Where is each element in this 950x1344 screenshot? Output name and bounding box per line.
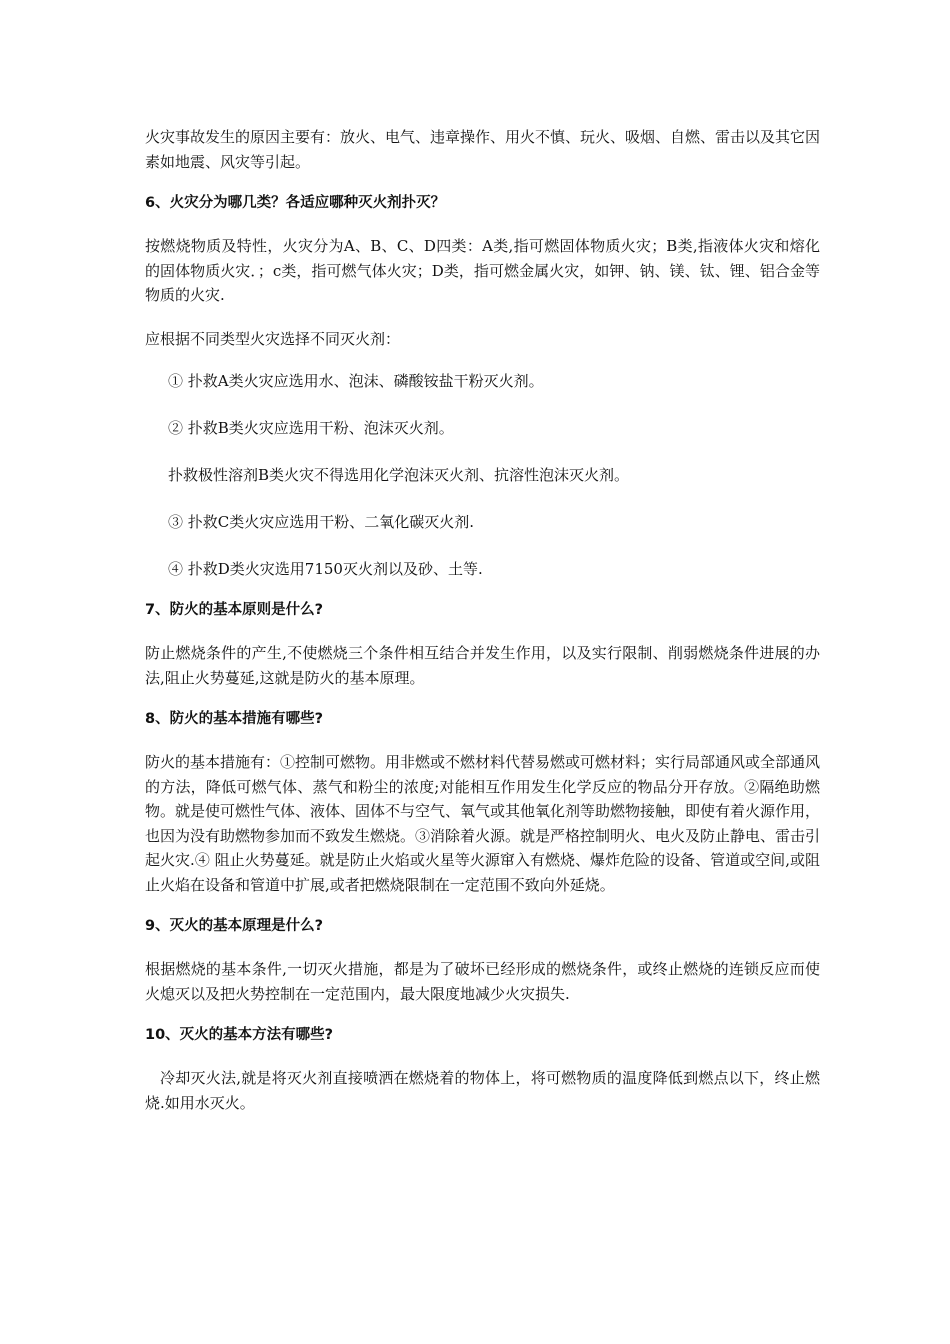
paragraph-extinguishing-principle: 根据燃烧的基本条件,一切灭火措施，都是为了破坏已经形成的燃烧条件，或终止燃烧的连锁反应而使火熄灭以及把火势控制在一定范围内，最大限度地减少火灾损失. — [145, 960, 820, 1003]
list-item-class-d: ④ 扑救D类火灾选用7150灭火剂以及砂、土等. — [168, 560, 483, 578]
list-item-class-a: ① 扑救A类火灾应选用水、泡沫、磷酸铵盐干粉灭火剂。 — [168, 372, 544, 390]
list-item-class-b: ② 扑救B类火灾应选用干粉、泡沫灭火剂。 — [168, 419, 454, 437]
paragraph-fire-causes: 火灾事故发生的原因主要有：放火、电气、违章操作、用火不慎、玩火、吸烟、自燃、雷击以及其它因素如地震、风灾等引起。 — [145, 128, 821, 171]
paragraph-extinguisher-intro: 应根据不同类型火灾选择不同灭火剂： — [145, 329, 401, 348]
list-item-class-b-polar: 扑救极性溶剂B类火灾不得选用化学泡沫灭火剂、抗溶性泡沫灭火剂。 — [168, 466, 630, 484]
heading-q8: 8、防火的基本措施有哪些? — [145, 711, 323, 727]
paragraph-fire-classes: 按燃烧物质及特性，火灾分为A、B、C、D四类：A类,指可燃固体物质火灾；B类,指液体火灾和熔化的固体物质火灾．；c类，指可燃气体火灾；D类，指可燃金属火灾，如钾、钠、镁、钛、锂、铝合金等物质的火灾. — [145, 237, 820, 304]
paragraph-cooling-method: 冷却灭火法,就是将灭火剂直接喷洒在燃烧着的物体上，将可燃物质的温度降低到燃点以下，终止燃烧.如用水灭火。 — [145, 1069, 820, 1112]
heading-q7: 7、防火的基本原则是什么? — [145, 602, 323, 618]
heading-q6: 6、火灾分为哪几类？各适应哪种灭火剂扑灭？ — [145, 195, 446, 211]
document-body — [145, 125, 820, 1134]
paragraph-fire-prevention-principle: 防止燃烧条件的产生,不使燃烧三个条件相互结合并发生作用，以及实行限制、削弱燃烧条件进展的办法,阻止火势蔓延,这就是防火的基本原理。 — [145, 644, 820, 687]
heading-q9: 9、灭火的基本原理是什么? — [145, 918, 323, 934]
list-item-class-c: ③ 扑救C类火灾应选用干粉、二氧化碳灭火剂. — [168, 513, 475, 531]
paragraph-fire-prevention-measures: 防火的基本措施有：①控制可燃物。用非燃或不燃材料代替易燃或可燃材料；实行局部通风或全部通风的方法，降低可燃气体、蒸气和粉尘的浓度;对能相互作用发生化学反应的物品分开存放。②隔绝助燃物。就是使可燃性气体、液体、固体不与空气、氧气或其他氧化剂等助燃物接触，即使有着火源作用，也因为没有助燃物参加而不致发生燃烧。③消除着火源。就是严格控制明火、电火及防止静电、雷击引起火灾.④ 阻止火势蔓延。就是防止火焰或火星等火源窜入有燃烧、爆炸危险的设备、管道或空间,或阻止火焰在设备和管道中扩展,或者把燃烧限制在一定范围不致向外延烧。 — [145, 753, 821, 894]
heading-q10: 10、灭火的基本方法有哪些? — [145, 1027, 334, 1043]
